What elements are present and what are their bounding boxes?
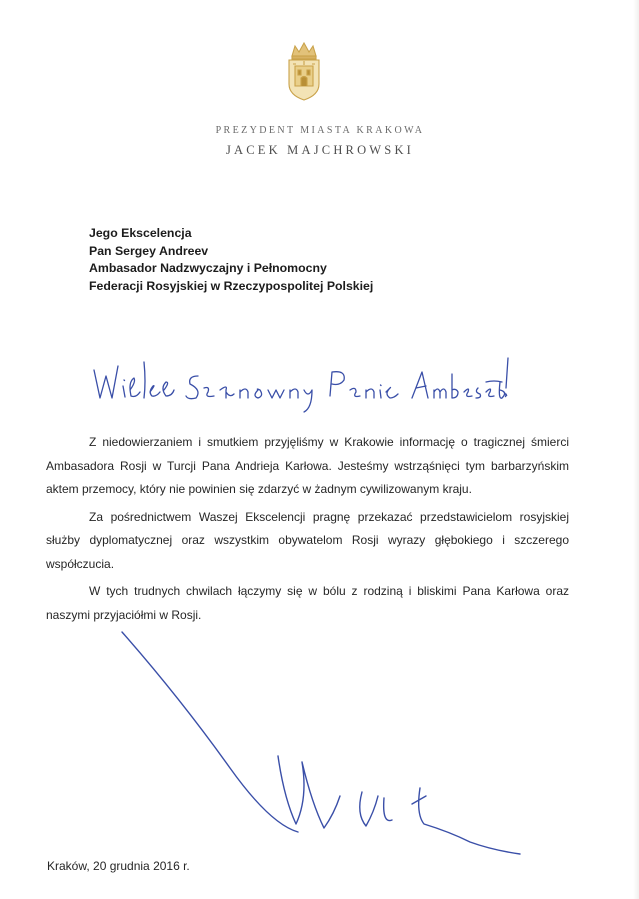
recipient-block	[89, 225, 373, 295]
body-paragraph-2	[46, 506, 569, 577]
place-and-date: Kraków, 20 grudnia 2016 r.	[47, 859, 190, 873]
page-edge	[633, 0, 639, 899]
body-line: Ambasadora Rosji w Turcji Pana Andrieja Karłowa. Jesteśmy wstrząśnięci tym barbarzyńskim	[46, 458, 569, 473]
body-paragraph-3	[46, 580, 569, 627]
body-line: Za pośrednictwem Waszej Ekscelencji pragnę przekazać przedstawicielom rosyjskiej	[89, 509, 569, 524]
body-line: współczucia.	[46, 556, 115, 571]
letter-body	[46, 431, 569, 631]
body-line: Z niedowierzaniem i smutkiem przyjęliśmy w Krakowie informację o tragicznej śmierci	[89, 435, 569, 449]
body-paragraph-1	[46, 431, 569, 502]
handwritten-signature	[120, 628, 540, 858]
body-line: aktem przemocy, który nie powinien się zdarzyć w żadnym cywilizowanym kraju.	[46, 482, 472, 496]
letterhead-office: PREZYDENT MIASTA KRAKOWA	[215, 125, 425, 136]
handwritten-salutation	[90, 352, 510, 422]
recipient-line-name: Pan Sergey Andreev	[89, 243, 209, 258]
recipient-line-country: Federacji Rosyjskiej w Rzeczypospolitej Polskiej	[89, 278, 374, 293]
body-line: W tych trudnych chwilach łączymy się w bólu z rodziną i bliskimi Pana Karłowa oraz	[89, 584, 569, 598]
recipient-line-position: Ambasador Nadzwyczajny i Pełnomocny	[89, 261, 327, 275]
body-line: służby dyplomatycznej oraz wszystkim obywatelom Rosji wyrazy głębokiego i szczerego	[46, 533, 569, 547]
body-line: naszymi przyjaciółmi w Rosji.	[46, 607, 202, 622]
krakow-coat-of-arms-crest-icon	[284, 40, 324, 102]
letterhead-name: JACEK MAJCHROWSKI	[225, 143, 415, 157]
recipient-line-title: Jego Ekscelencja	[89, 226, 192, 240]
